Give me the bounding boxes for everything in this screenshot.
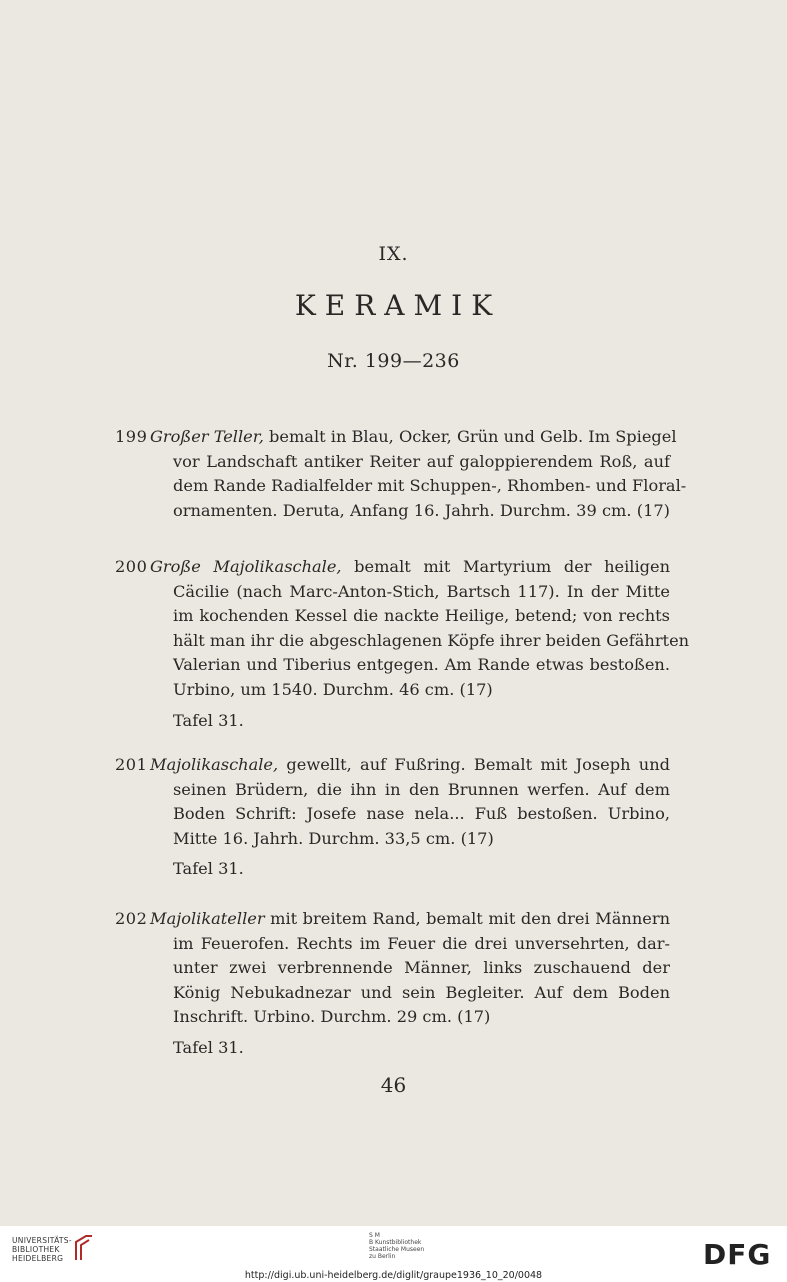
plate-reference: Tafel 31.: [173, 1037, 244, 1057]
entry-text: bemalt in Blau, Ocker, Grün und Gelb. Im Spiegel: [263, 427, 677, 446]
entry-text: mit breitem Rand, bemalt mit den drei Männern: [264, 909, 670, 928]
sm-line: zu Berlin: [369, 1253, 396, 1260]
catalog-entry-200: [115, 555, 690, 733]
entry-first-line: [115, 753, 670, 778]
catalog-entry-202: [115, 907, 670, 1060]
entry-line: dem Rande Radialfelder mit Schuppen-, Rhomben- und Floral-: [173, 476, 687, 496]
entry-line: ornamenten. Deruta, Anfang 16. Jahrh. Durchm. 39 cm. (17): [173, 500, 670, 520]
smb-logo[interactable]: [369, 1232, 424, 1260]
chapter-title: KERAMIK: [294, 289, 502, 322]
source-url-link[interactable]: http://digi.ub.uni-heidelberg.de/diglit/graupe1936_10_20/0048: [244, 1270, 543, 1281]
entry-line: vor Landschaft antiker Reiter auf galoppierendem Roß, auf: [173, 451, 670, 471]
entry-line: Boden Schrift: Josefe nase nela... Fuß bestoßen. Urbino,: [173, 804, 670, 824]
entry-line: hält man ihr die abgeschlagenen Köpfe ihrer beiden Gefährten: [173, 630, 690, 650]
library-line: HEIDELBERG: [12, 1254, 64, 1263]
entry-line: Valerian und Tiberius entgegen. Am Rande etwas bestoßen.: [173, 655, 670, 675]
plate-reference: Tafel 31.: [173, 710, 244, 730]
entry-line: im Feuerofen. Rechts im Feuer die drei unversehrten, dar-: [173, 933, 670, 953]
sm-line: B Kunstbibliothek: [369, 1239, 422, 1246]
chapter-number: IX.: [378, 243, 409, 265]
page-number: 46: [380, 1073, 407, 1097]
entry-line: im kochenden Kessel die nackte Heilige, betend; von rechts: [173, 606, 670, 626]
entry-first-line: [115, 907, 670, 932]
entry-line: seinen Brüdern, die ihn in den Brunnen werfen. Auf dem: [173, 779, 670, 799]
entry-number: 202: [115, 909, 148, 928]
entry-title: Majolikaschale,: [150, 755, 279, 774]
entry-title: Großer Teller,: [150, 427, 264, 446]
catalog-entry-199: [115, 425, 687, 523]
library-line: UNIVERSITÄTS-: [12, 1236, 72, 1245]
sm-line: Staatliche Museen: [369, 1246, 425, 1253]
entry-title: Majolikateller: [150, 909, 265, 928]
sm-line: S M: [369, 1232, 380, 1239]
entry-line: Urbino, um 1540. Durchm. 46 cm. (17): [173, 679, 493, 699]
library-mark-icon: [72, 1234, 94, 1262]
university-library-logo[interactable]: [12, 1236, 72, 1263]
catalog-entry-201: [115, 753, 670, 881]
entry-line: Cäcilie (nach Marc-Anton-Stich, Bartsch 117). In der Mitte: [173, 581, 670, 601]
entry-title: Große Majolikaschale,: [150, 557, 342, 576]
entry-first-line: [115, 555, 670, 580]
entry-text: gewellt, auf Fußring. Bemalt mit Joseph und: [278, 755, 670, 774]
entry-line: Inschrift. Urbino. Durchm. 29 cm. (17): [173, 1007, 491, 1027]
plate-reference: Tafel 31.: [173, 859, 244, 879]
entry-text: bemalt mit Martyrium der heiligen: [341, 557, 670, 576]
entry-line: Mitte 16. Jahrh. Durchm. 33,5 cm. (17): [173, 828, 494, 848]
entry-number: 199: [115, 427, 148, 446]
entry-number: 201: [115, 755, 148, 774]
chapter-range: Nr. 199—236: [327, 350, 460, 372]
dfg-logo[interactable]: DFG: [703, 1238, 772, 1271]
entry-first-line: [115, 425, 677, 450]
library-line: BIBLIOTHEK: [12, 1245, 60, 1254]
entry-line: König Nebukadnezar und sein Begleiter. Auf dem Boden: [173, 982, 670, 1002]
entry-number: 200: [115, 557, 148, 576]
entry-line: unter zwei verbrennende Männer, links zuschauend der: [173, 958, 670, 978]
